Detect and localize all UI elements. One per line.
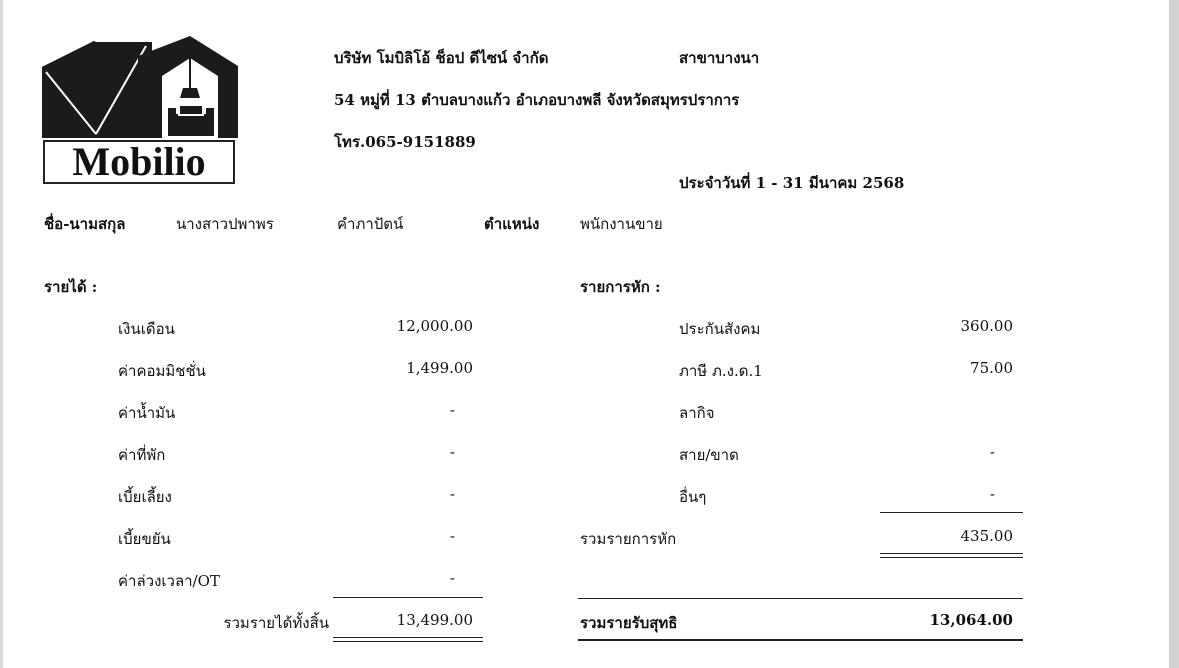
position-label: ตำแหน่ง <box>484 215 540 233</box>
deduction-label-social-security: ประกันสังคม <box>679 320 761 338</box>
income-amount-allowance: - <box>449 485 455 503</box>
deduction-label-tax: ภาษี ภ.ง.ด.1 <box>679 362 763 380</box>
income-amount-commission: 1,499.00 <box>406 359 473 377</box>
deductions-total-amount: 435.00 <box>960 527 1013 545</box>
deduction-amount-late-absent: - <box>989 443 995 461</box>
branch-name: สาขาบางนา <box>679 49 760 67</box>
income-amount-accommodation: - <box>449 443 455 461</box>
income-label-allowance: เบี้ยเลี้ยง <box>118 488 172 506</box>
employee-first-name: นางสาวปพาพร <box>176 215 274 233</box>
deductions-heading: รายการหัก : <box>580 278 661 296</box>
net-pay-amount: 13,064.00 <box>929 611 1013 629</box>
net-pay-label: รวมรายรับสุทธิ <box>580 614 678 632</box>
income-label-commission: ค่าคอมมิชชั่น <box>118 362 206 380</box>
income-label-overtime: ค่าล่วงเวลา/OT <box>118 572 220 590</box>
income-label-diligence: เบี้ยขยัน <box>118 530 171 548</box>
income-label-salary: เงินเดือน <box>118 320 175 338</box>
income-total-label: รวมรายได้ทั้งสิ้น <box>223 614 329 632</box>
income-label-fuel: ค่าน้ำมัน <box>118 404 176 422</box>
company-address: 54 หมู่ที่ 13 ตำบลบางแก้ว อำเภอบางพลี จังหวัดสมุทรปราการ <box>334 91 740 109</box>
employee-last-name: คำภาปัตน์ <box>337 215 404 233</box>
deduction-label-late-absent: สาย/ขาด <box>679 446 739 464</box>
deduction-amount-tax: 75.00 <box>970 359 1013 377</box>
income-label-accommodation: ค่าที่พัก <box>118 446 166 464</box>
page-right-edge <box>1169 0 1179 668</box>
company-phone: โทร.065-9151889 <box>334 133 476 151</box>
employee-position: พนักงานขาย <box>580 215 663 233</box>
deductions-total-label: รวมรายการหัก <box>580 530 677 548</box>
page-left-edge <box>0 0 3 668</box>
deduction-label-other: อื่นๆ <box>679 488 707 506</box>
name-label: ชื่อ-นามสกุล <box>44 215 126 233</box>
company-name: บริษัท โมบิลิโอ้ ช็อป ดีไซน์ จำกัด <box>334 49 549 67</box>
deductions-total-double-rule <box>880 553 1023 558</box>
income-total-double-rule <box>333 637 483 642</box>
income-amount-overtime: - <box>449 569 455 587</box>
income-total-amount: 13,499.00 <box>396 611 473 629</box>
deduction-label-personal-leave: ลากิจ <box>679 404 715 422</box>
logo-wordmark: Mobilio <box>43 140 235 184</box>
income-amount-diligence: - <box>449 527 455 545</box>
income-total-rule <box>333 597 483 598</box>
deduction-amount-other: - <box>989 485 995 503</box>
net-total-bottom-rule <box>578 639 1023 641</box>
deduction-amount-social-security: 360.00 <box>960 317 1013 335</box>
income-heading: รายได้ : <box>44 278 98 296</box>
income-amount-fuel: - <box>449 401 455 419</box>
income-amount-salary: 12,000.00 <box>396 317 473 335</box>
pay-period: ประจำวันที่ 1 - 31 มีนาคม 2568 <box>679 174 905 192</box>
net-total-rule <box>578 598 1023 599</box>
deductions-total-rule <box>880 512 1023 513</box>
